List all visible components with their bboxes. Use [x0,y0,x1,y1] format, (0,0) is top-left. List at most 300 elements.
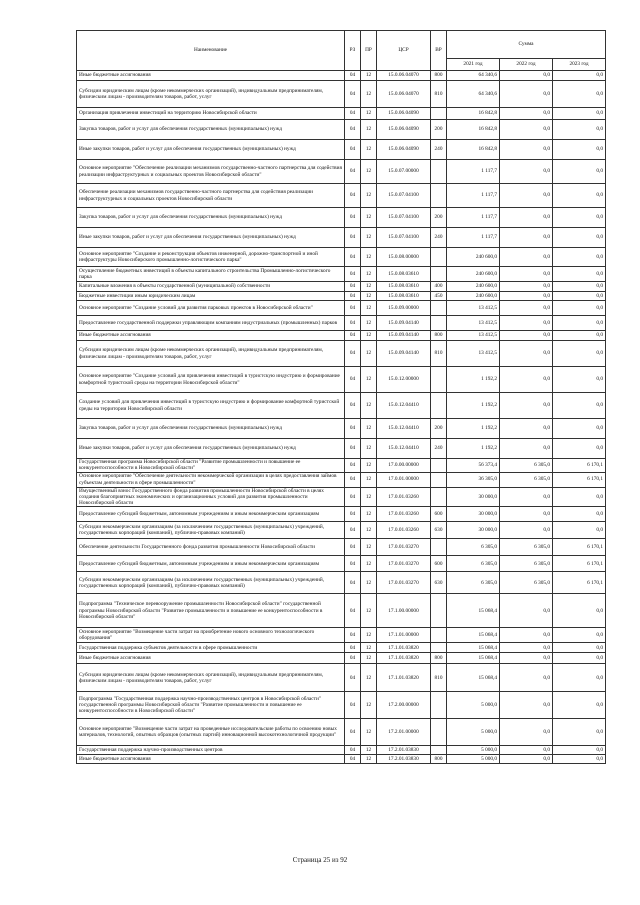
row-name-cell: Закупка товаров, работ и услуг для обеспечения государственных (муниципальных) нужд [77,120,345,140]
row-name-cell: Иные бюджетные ассигнования [77,331,345,341]
row-2023-value: 0,0 [553,507,606,522]
row-rz-cell: 04 [345,184,361,208]
row-pr-cell: 12 [361,439,377,459]
table-row [77,572,606,594]
row-vr-cell [431,367,447,393]
row-pr-cell: 12 [361,341,377,367]
row-rz-cell: 04 [345,140,361,160]
row-2022-value: 0,0 [500,419,553,439]
row-name-cell: Обеспечение деятельности Государственного фонда развития промышленности Новосибирской области [77,539,345,556]
table-row [77,746,606,755]
row-pr-cell: 12 [361,539,377,556]
row-2023-value: 0,0 [553,120,606,140]
table-row [77,692,606,719]
row-name-cell: Предоставление субсидий бюджетным, автономным учреждениям и иным некоммерческим организациям [77,556,345,572]
table-row [77,367,606,393]
row-2022-value: 6 305,0 [500,539,553,556]
table-row [77,628,606,643]
row-2022-value: 6 305,0 [500,472,553,487]
row-2023-value: 0,0 [553,719,606,746]
row-csr-cell: 17.0.01.03260 [377,522,431,539]
row-2023-value: 0,0 [553,71,606,81]
row-2022-value: 0,0 [500,755,553,764]
row-2022-value: 0,0 [500,160,553,184]
row-rz-cell: 04 [345,472,361,487]
row-2021-value: 240 600,0 [447,282,500,292]
row-2022-value: 0,0 [500,594,553,628]
row-csr-cell: 15.0.07.04100 [377,208,431,228]
row-2021-value: 30 000,0 [447,522,500,539]
table-row [77,208,606,228]
row-pr-cell: 12 [361,331,377,341]
row-2023-value: 0,0 [553,248,606,267]
row-vr-cell [431,692,447,719]
table-row [77,472,606,487]
row-csr-cell: 15.0.07.04100 [377,184,431,208]
header-year-2021: 2021 год [447,59,500,71]
row-2023-value: 6 170,1 [553,556,606,572]
table-row [77,459,606,473]
row-pr-cell: 12 [361,393,377,419]
row-pr-cell: 12 [361,572,377,594]
row-2023-value: 0,0 [553,419,606,439]
row-name-cell: Бюджетные инвестиции иным юридическим лицам [77,292,345,301]
row-rz-cell: 04 [345,160,361,184]
row-vr-cell: 800 [431,653,447,664]
row-rz-cell: 04 [345,108,361,120]
row-vr-cell: 800 [431,755,447,764]
row-2021-value: 1 192,2 [447,367,500,393]
table-row [77,341,606,367]
header-csr: ЦСР [377,31,431,71]
row-2022-value: 0,0 [500,653,553,664]
row-pr-cell: 12 [361,472,377,487]
row-csr-cell: 17.0.01.00000 [377,472,431,487]
row-pr-cell: 12 [361,301,377,316]
table-row [77,160,606,184]
header-pr: ПР [361,31,377,71]
row-2021-value: 1 117,7 [447,228,500,248]
row-2021-value: 1 117,7 [447,160,500,184]
row-rz-cell: 04 [345,282,361,292]
row-rz-cell: 04 [345,746,361,755]
row-vr-cell: 200 [431,208,447,228]
row-pr-cell: 12 [361,108,377,120]
header-year-2023: 2023 год [553,59,606,71]
row-name-cell: Государственная поддержка субъектов деятельности в сфере промышленности [77,643,345,653]
budget-table [76,30,606,764]
row-2023-value: 0,0 [553,184,606,208]
row-vr-cell [431,267,447,282]
row-2023-value: 0,0 [553,594,606,628]
row-vr-cell [431,746,447,755]
row-vr-cell [431,301,447,316]
row-2023-value: 0,0 [553,282,606,292]
row-2021-value: 5 000,0 [447,746,500,755]
row-name-cell: Субсидии юридическим лицам (кроме некоммерческих организаций), индивидуальным предпринимателям, физическим лицам - производителям товаров, работ, услуг [77,664,345,692]
row-2022-value: 0,0 [500,393,553,419]
table-row [77,664,606,692]
row-pr-cell: 12 [361,120,377,140]
header-name: Наименование [77,31,345,71]
table-row [77,487,606,507]
row-vr-cell [431,628,447,643]
row-pr-cell: 12 [361,71,377,81]
table-row [77,507,606,522]
row-2021-value: 6 305,0 [447,556,500,572]
row-2021-value: 1 192,2 [447,419,500,439]
row-rz-cell: 04 [345,643,361,653]
row-2021-value: 15 068,4 [447,628,500,643]
row-rz-cell: 04 [345,81,361,108]
table-row [77,267,606,282]
row-pr-cell: 12 [361,692,377,719]
row-name-cell: Субсидии некоммерческим организациям (за исключением государственных (муниципальных) учреждений, государственных корпораций (компаний), публично-правовых компаний) [77,522,345,539]
row-name-cell: Государственная поддержка научно-производственных центров [77,746,345,755]
row-2022-value: 0,0 [500,643,553,653]
row-csr-cell: 17.0.01.03270 [377,539,431,556]
row-2023-value: 0,0 [553,160,606,184]
row-rz-cell: 04 [345,719,361,746]
row-2021-value: 36 305,0 [447,472,500,487]
row-2023-value: 6 170,1 [553,472,606,487]
row-csr-cell: 17.1.01.00000 [377,628,431,643]
row-vr-cell [431,160,447,184]
row-vr-cell: 800 [431,71,447,81]
row-2022-value: 0,0 [500,341,553,367]
row-rz-cell: 04 [345,628,361,643]
row-rz-cell: 04 [345,208,361,228]
row-name-cell: Обеспечение реализации механизмов государственно-частного партнерства для содействия реализации инфраструктурных и социальных проектов Новосибирской области [77,184,345,208]
row-2021-value: 13 412,5 [447,341,500,367]
row-pr-cell: 12 [361,653,377,664]
row-rz-cell: 04 [345,556,361,572]
row-name-cell: Закупка товаров, работ и услуг для обеспечения государственных (муниципальных) нужд [77,419,345,439]
row-2022-value: 0,0 [500,108,553,120]
row-vr-cell: 810 [431,341,447,367]
row-2021-value: 13 412,5 [447,301,500,316]
row-2023-value: 0,0 [553,755,606,764]
row-rz-cell: 04 [345,419,361,439]
row-name-cell: Организация привлечения инвестиций на территорию Новосибирской области [77,108,345,120]
row-name-cell: Основное мероприятие "Создание условий для привлечения инвестиций в туристскую индустрию и формирование комфортной туристской среды на территории Новосибирской области" [77,367,345,393]
row-vr-cell [431,487,447,507]
row-2021-value: 30 000,0 [447,507,500,522]
row-pr-cell: 12 [361,81,377,108]
row-2023-value: 6 170,1 [553,459,606,473]
row-pr-cell: 12 [361,292,377,301]
row-2022-value: 0,0 [500,507,553,522]
table-row [77,292,606,301]
row-2023-value: 0,0 [553,108,606,120]
row-csr-cell: 15.0.12.04410 [377,419,431,439]
row-2021-value: 5 000,0 [447,692,500,719]
table-row [77,719,606,746]
row-2021-value: 16 842,8 [447,108,500,120]
row-vr-cell [431,184,447,208]
row-pr-cell: 12 [361,522,377,539]
row-rz-cell: 04 [345,572,361,594]
row-2023-value: 0,0 [553,653,606,664]
row-2023-value: 6 170,1 [553,539,606,556]
row-vr-cell: 810 [431,664,447,692]
row-csr-cell: 17.0.01.03260 [377,487,431,507]
row-csr-cell: 15.0.08.03610 [377,282,431,292]
row-rz-cell: 04 [345,594,361,628]
row-2022-value: 0,0 [500,292,553,301]
row-2021-value: 1 192,2 [447,393,500,419]
table-row [77,120,606,140]
table-row [77,522,606,539]
row-pr-cell: 12 [361,746,377,755]
row-rz-cell: 04 [345,393,361,419]
row-2023-value: 0,0 [553,301,606,316]
row-2021-value: 30 000,0 [447,487,500,507]
row-name-cell: Иные закупки товаров, работ и услуг для обеспечения государственных (муниципальных) нужд [77,439,345,459]
row-vr-cell: 600 [431,556,447,572]
row-vr-cell [431,472,447,487]
row-csr-cell: 15.0.07.04100 [377,228,431,248]
table-row [77,539,606,556]
row-csr-cell: 17.2.01.00000 [377,719,431,746]
row-rz-cell: 04 [345,539,361,556]
row-name-cell: Основное мероприятие "Обеспечение реализации механизмов государственно-частного партнерства для содействия реализации инфраструктурных и социальных проектов Новосибирской области" [77,160,345,184]
row-2023-value: 0,0 [553,208,606,228]
row-2021-value: 5 000,0 [447,719,500,746]
row-csr-cell: 15.0.06.04090 [377,108,431,120]
row-2022-value: 0,0 [500,367,553,393]
row-vr-cell: 810 [431,81,447,108]
row-2022-value: 0,0 [500,331,553,341]
row-rz-cell: 04 [345,755,361,764]
row-2022-value: 0,0 [500,120,553,140]
row-rz-cell: 04 [345,228,361,248]
row-csr-cell: 15.0.12.04410 [377,439,431,459]
row-2021-value: 16 842,8 [447,140,500,160]
row-vr-cell: 400 [431,282,447,292]
row-rz-cell: 04 [345,367,361,393]
table-row [77,282,606,292]
row-2023-value: 0,0 [553,81,606,108]
row-vr-cell: 630 [431,572,447,594]
row-vr-cell [431,108,447,120]
row-2021-value: 6 305,0 [447,539,500,556]
row-pr-cell: 12 [361,228,377,248]
table-row [77,331,606,341]
row-csr-cell: 17.0.00.00000 [377,459,431,473]
row-csr-cell: 17.1.00.00000 [377,594,431,628]
row-2021-value: 240 600,0 [447,292,500,301]
row-pr-cell: 12 [361,140,377,160]
table-row [77,184,606,208]
row-pr-cell: 12 [361,248,377,267]
row-csr-cell: 17.2.00.00000 [377,692,431,719]
row-pr-cell: 12 [361,419,377,439]
row-name-cell: Подпрограмма "Государственная поддержка научно-производственных центров в Новосибирской области" государственной программы Новосибирской области "Развитие промышленности и повышение ее конкурентоспособности в Новосибирской области" [77,692,345,719]
row-name-cell: Основное мероприятие "Возмещение части затрат на проведенные исследовательские работы по освоению новых материалов, технологий, опытных образцов (опытных партий) инновационной высокотехнологичной продукции" [77,719,345,746]
row-vr-cell [431,539,447,556]
row-pr-cell: 12 [361,664,377,692]
row-name-cell: Иные бюджетные ассигнования [77,653,345,664]
row-2022-value: 0,0 [500,282,553,292]
row-csr-cell: 17.1.01.03820 [377,664,431,692]
row-csr-cell: 15.0.06.04070 [377,81,431,108]
row-pr-cell: 12 [361,719,377,746]
row-csr-cell: 15.0.09.04140 [377,331,431,341]
row-csr-cell: 17.1.01.03820 [377,643,431,653]
row-pr-cell: 12 [361,556,377,572]
row-csr-cell: 17.1.01.03820 [377,653,431,664]
header-rz: РЗ [345,31,361,71]
row-vr-cell [431,248,447,267]
row-pr-cell: 12 [361,316,377,331]
row-vr-cell: 800 [431,331,447,341]
row-pr-cell: 12 [361,184,377,208]
row-vr-cell: 450 [431,292,447,301]
table-body [77,71,606,764]
row-2022-value: 0,0 [500,628,553,643]
row-vr-cell: 630 [431,522,447,539]
row-2022-value: 0,0 [500,692,553,719]
row-csr-cell: 15.0.12.04410 [377,393,431,419]
row-2023-value: 6 170,1 [553,572,606,594]
row-2022-value: 0,0 [500,316,553,331]
table-row [77,653,606,664]
row-vr-cell [431,594,447,628]
row-2022-value: 0,0 [500,71,553,81]
row-2021-value: 13 412,5 [447,331,500,341]
row-vr-cell: 240 [431,439,447,459]
row-2021-value: 15 068,4 [447,643,500,653]
row-pr-cell: 12 [361,487,377,507]
row-2023-value: 0,0 [553,228,606,248]
table-row [77,556,606,572]
row-2021-value: 240 600,0 [447,267,500,282]
row-rz-cell: 04 [345,316,361,331]
row-name-cell: Подпрограмма "Техническое перевооружение промышленности Новосибирской области" государственной программы Новосибирской области "Развитие промышленности и повышение ее конкурентоспособности в Новосибирской области" [77,594,345,628]
row-csr-cell: 17.0.01.03270 [377,572,431,594]
table-row [77,439,606,459]
row-vr-cell: 600 [431,507,447,522]
row-pr-cell: 12 [361,267,377,282]
row-2021-value: 13 412,5 [447,316,500,331]
table-row [77,228,606,248]
row-2023-value: 0,0 [553,331,606,341]
row-name-cell: Закупка товаров, работ и услуг для обеспечения государственных (муниципальных) нужд [77,208,345,228]
row-vr-cell [431,719,447,746]
row-csr-cell: 15.0.09.04140 [377,316,431,331]
row-csr-cell: 17.0.01.03260 [377,507,431,522]
row-name-cell: Предоставление государственной поддержки управляющим компаниям индустриальных (промышленных) парков [77,316,345,331]
row-name-cell: Иные бюджетные ассигнования [77,71,345,81]
row-2022-value: 0,0 [500,228,553,248]
row-2021-value: 15 068,4 [447,594,500,628]
row-name-cell: Имущественный взнос Государственного фонда развития промышленности Новосибирской области в целях создания благоприятных экономических и организационных условий для развития промышленности Новосибирской области [77,487,345,507]
row-rz-cell: 04 [345,692,361,719]
row-2021-value: 56 373,4 [447,459,500,473]
row-rz-cell: 04 [345,459,361,473]
row-pr-cell: 12 [361,367,377,393]
row-vr-cell: 200 [431,120,447,140]
row-csr-cell: 15.0.09.04140 [377,341,431,367]
row-rz-cell: 04 [345,120,361,140]
row-csr-cell: 17.0.01.03270 [377,556,431,572]
row-2023-value: 0,0 [553,140,606,160]
row-rz-cell: 04 [345,487,361,507]
table-row [77,71,606,81]
row-name-cell: Иные бюджетные ассигнования [77,755,345,764]
row-2021-value: 5 000,0 [447,755,500,764]
row-name-cell: Основное мероприятие "Обеспечение деятельности некоммерческой организации в целях предоставления займов субъектам деятельности в сфере промышленности" [77,472,345,487]
row-2022-value: 0,0 [500,301,553,316]
row-2022-value: 0,0 [500,439,553,459]
row-2021-value: 240 600,0 [447,248,500,267]
row-rz-cell: 04 [345,248,361,267]
row-2021-value: 1 192,2 [447,439,500,459]
row-rz-cell: 04 [345,653,361,664]
row-2022-value: 0,0 [500,184,553,208]
row-csr-cell: 15.0.08.03610 [377,292,431,301]
row-name-cell: Капитальные вложения в объекты государственной (муниципальной) собственности [77,282,345,292]
header-sum: Сумма [447,31,606,59]
row-2022-value: 0,0 [500,267,553,282]
row-rz-cell: 04 [345,664,361,692]
row-rz-cell: 04 [345,341,361,367]
row-rz-cell: 04 [345,331,361,341]
row-pr-cell: 12 [361,594,377,628]
row-2022-value: 0,0 [500,140,553,160]
row-2022-value: 0,0 [500,208,553,228]
row-vr-cell [431,643,447,653]
row-rz-cell: 04 [345,507,361,522]
row-2021-value: 6 305,0 [447,572,500,594]
row-pr-cell: 12 [361,755,377,764]
row-2023-value: 0,0 [553,316,606,331]
page-number: Страница 25 из 92 [292,856,348,864]
row-pr-cell: 12 [361,459,377,473]
row-csr-cell: 15.0.08.03610 [377,267,431,282]
row-vr-cell [431,459,447,473]
row-2021-value: 16 842,8 [447,120,500,140]
row-name-cell: Осуществление бюджетных инвестиций в объекты капитального строительства Промышленно-логистического парка [77,267,345,282]
row-2023-value: 0,0 [553,692,606,719]
table-row [77,108,606,120]
row-name-cell: Субсидии юридическим лицам (кроме некоммерческих организаций), индивидуальным предпринимателям, физическим лицам - производителям товаров, работ, услуг [77,341,345,367]
row-2023-value: 0,0 [553,267,606,282]
row-2022-value: 0,0 [500,248,553,267]
row-2021-value: 15 068,4 [447,664,500,692]
row-2022-value: 0,0 [500,746,553,755]
row-2021-value: 64 340,6 [447,71,500,81]
table-row [77,419,606,439]
row-2022-value: 0,0 [500,522,553,539]
row-rz-cell: 04 [345,522,361,539]
row-vr-cell [431,393,447,419]
row-name-cell: Основное мероприятие "Создание условий для развития парковых проектов в Новосибирской области" [77,301,345,316]
row-2023-value: 0,0 [553,439,606,459]
row-rz-cell: 04 [345,267,361,282]
row-pr-cell: 12 [361,160,377,184]
row-2021-value: 1 117,7 [447,208,500,228]
row-name-cell: Предоставление субсидий бюджетным, автономным учреждениям и иным некоммерческим организациям [77,507,345,522]
row-csr-cell: 15.0.06.04070 [377,71,431,81]
row-2022-value: 0,0 [500,81,553,108]
table-row [77,316,606,331]
row-name-cell: Создание условий для привлечения инвестиций в туристскую индустрию и формирование комфортной туристской среды на территории Новосибирской области [77,393,345,419]
row-pr-cell: 12 [361,282,377,292]
table-row [77,81,606,108]
row-2022-value: 6 305,0 [500,556,553,572]
